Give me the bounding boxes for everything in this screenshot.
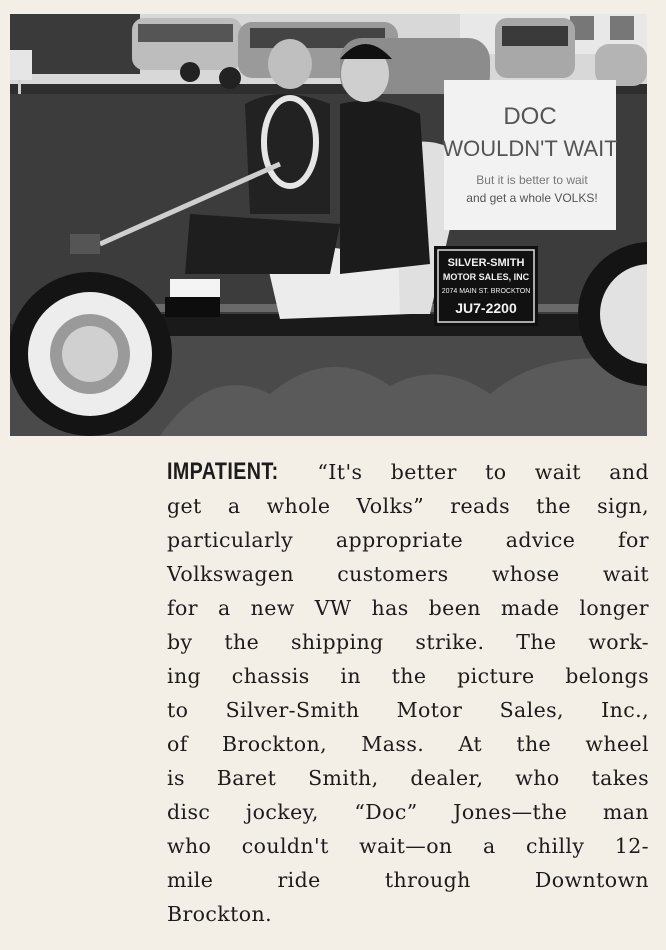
dealer-sign-line-3: 2074 MAIN ST. BROCKTON [441,288,531,295]
caption-line: disc jockey, “Doc” Jones—the man [167,800,649,824]
caption-line: particularly appropriate advice for [167,528,649,552]
dealer-sign-line-2: MOTOR SALES, INC [442,272,530,282]
caption-line: to Silver-Smith Motor Sales, Inc., [167,698,649,722]
sign-main-line-2: WOULDN'T WAIT [442,136,618,161]
caption-headline: IMPATIENT: [167,458,279,485]
photo-illustration [10,14,647,436]
caption-text: “It's better to wait and [317,460,649,484]
dealer-sign-line-4: JU7-2200 [455,300,517,316]
caption-line: by the shipping strike. The work- [167,630,649,654]
caption-line: for a new VW has been made longer [167,596,649,620]
caption-line: Volkswagen customers whose wait [167,562,649,586]
caption-line: Brockton. [167,902,273,926]
chassis-photo [10,14,647,436]
sign-sub-line-2: and get a whole VOLKS! [466,191,598,205]
caption-line: of Brockton, Mass. At the wheel [167,732,649,756]
caption-line [167,455,649,489]
dealer-sign-line-1: SILVER-SMITH [447,257,525,269]
caption-line: get a whole Volks” reads the sign, [167,494,649,518]
caption-line: is Baret Smith, dealer, who takes [167,766,649,790]
photo-caption [167,455,649,931]
sign-main-line-1: DOC [503,103,557,130]
caption-line: ing chassis in the picture belongs [167,664,649,688]
sign-sub-line-1: But it is better to wait [476,173,588,187]
caption-line: who couldn't wait—on a chilly 12- [167,834,649,858]
caption-line: mile ride through Downtown [167,868,649,892]
